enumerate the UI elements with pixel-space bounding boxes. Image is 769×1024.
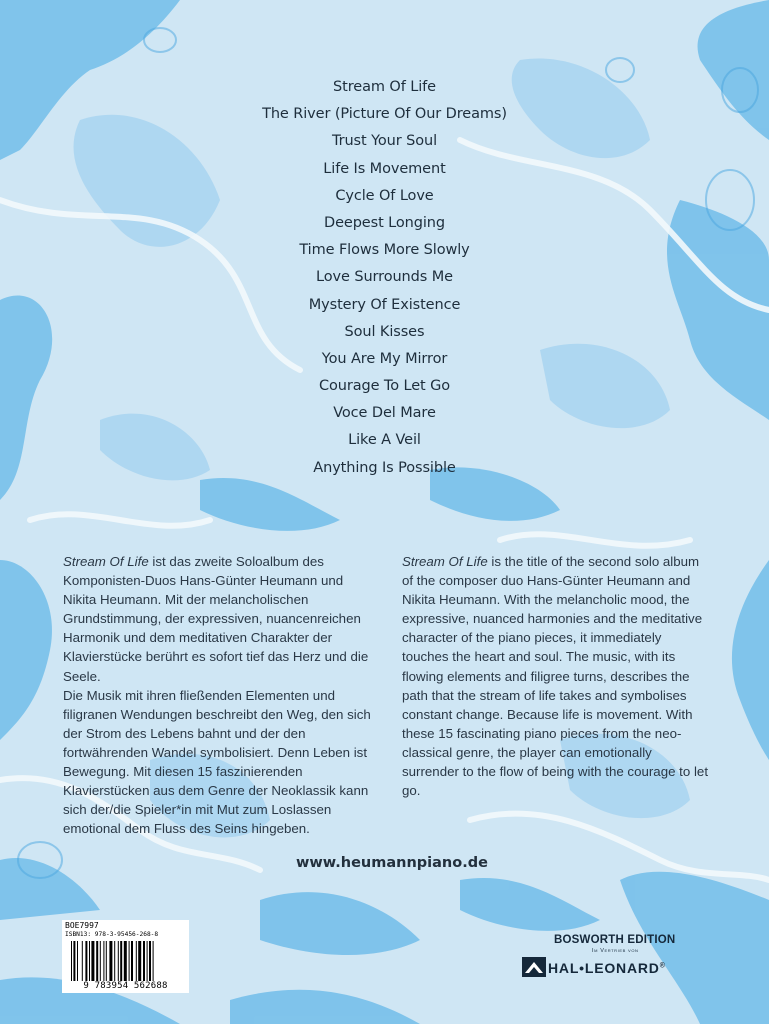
track-item: Time Flows More Slowly (299, 242, 470, 259)
description-de-paragraph-2: Die Musik mit ihren fließenden Elementen und filigranen Wendungen beschreibt den Weg, den sich der Strom des Lebens bahnt und der den fortwährenden Wandel symbolisiert. Denn Leben ist Bewegung. Mit diesen 15 faszinierenden Klavierstücken aus dem Genre der Neoklassik kann sich der/die Spieler*in mit Mut zum Loslassen emotional dem Fluss des Seins hingeben. (63, 687, 371, 837)
track-item: Love Surrounds Me (316, 269, 453, 286)
description-english (402, 552, 710, 800)
track-item: Cycle Of Love (335, 187, 434, 204)
website-link[interactable]: www.heumannpiano.de (296, 855, 488, 871)
description-de-paragraph-1 (63, 552, 371, 686)
isbn: ISBN13: 978-3-95456-268-8 (65, 931, 159, 938)
hal-leonard-logo-icon (522, 957, 546, 977)
album-title-en: Stream Of Life (402, 554, 488, 569)
description-german (63, 552, 371, 838)
track-list (0, 76, 769, 484)
description-en-text-1: is the title of the second solo album of the composer duo Hans-Günter Heumann and Nikita Heumann. With the melancholic mood, the expressive, nuanced harmonies and the meditative character of the piano pieces, it immediately touches the heart and soul. The music, with its flowing elements and filigree turns, describes the path that the stream of life takes and symbolises constant change. Because life is movement. With these 15 fascinating piano pieces from the neo-classical genre, the player can emotionally surrender to the flow of being with the courage to let go. (402, 554, 709, 799)
track-item: Mystery Of Existence (308, 296, 461, 313)
track-item: Life Is Movement (323, 160, 446, 177)
album-title-de: Stream Of Life (63, 554, 149, 569)
track-item: Soul Kisses (344, 323, 425, 340)
publisher-block (522, 934, 722, 979)
registered-mark: ® (659, 962, 666, 970)
track-item: Anything Is Possible (313, 459, 456, 476)
track-item: Voce Del Mare (333, 405, 436, 422)
catalog-number: BOE7997 (65, 921, 99, 930)
track-item: Like A Veil (348, 432, 421, 449)
distribution-note: Im Vertrieb von (592, 948, 639, 954)
barcode-icon (71, 941, 181, 981)
barcode-digits: 9 783954 562688 (83, 981, 168, 991)
barcode-label (62, 920, 189, 993)
track-item: Stream Of Life (333, 79, 436, 95)
publisher-name: BOSWORTH EDITION (554, 934, 676, 946)
track-item: Trust Your Soul (331, 133, 438, 150)
distributor-name: HAL•LEONARD® (548, 960, 666, 976)
description-en-paragraph-1 (402, 552, 710, 800)
description-de-text-1: ist das zweite Soloalbum des Komponisten-Duos Hans-Günter Heumann und Nikita Heumann. Mit der melancholischen Grundstimmung, der expressiven, nuancenreichen Harmonik und dem meditativen Charakter der Klavierstücke berührt es sofort tief das Herz und die Seele. (63, 554, 369, 684)
track-item: Courage To Let Go (318, 378, 451, 395)
track-item: Deepest Longing (324, 214, 445, 231)
track-item: The River (Picture Of Our Dreams) (262, 106, 507, 123)
distributor-logo (522, 957, 722, 979)
track-item: You Are My Mirror (321, 350, 448, 367)
